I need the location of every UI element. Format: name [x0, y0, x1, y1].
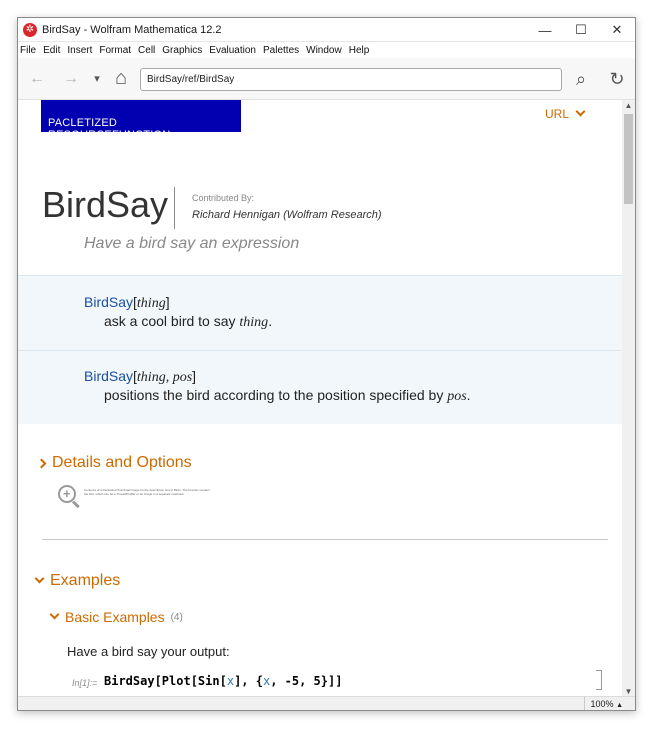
- details-options-toggle[interactable]: [38, 454, 192, 472]
- usage-description: positions the bird according to the position specified by pos.: [104, 387, 471, 404]
- menu-file[interactable]: File: [20, 44, 37, 56]
- mathematica-logo-icon: ✲: [23, 23, 37, 37]
- refresh-icon[interactable]: ↻: [609, 68, 625, 89]
- history-dropdown-icon[interactable]: ▾: [94, 73, 100, 85]
- basic-examples-toggle[interactable]: [51, 609, 183, 625]
- window-title: BirdSay - Wolfram Mathematica 12.2: [42, 23, 222, 36]
- input-code[interactable]: BirdSay[Plot[Sin[x], {x, -5, 5}]]: [104, 674, 343, 688]
- status-bar: [18, 696, 636, 710]
- menu-palettes[interactable]: Palettes: [263, 44, 300, 56]
- scroll-up-icon[interactable]: ▲: [624, 101, 633, 110]
- function-link[interactable]: BirdSay: [84, 294, 134, 310]
- back-arrow-icon[interactable]: ←: [29, 69, 45, 87]
- zoom-in-icon: +: [58, 485, 76, 503]
- chevron-down-icon: [50, 609, 60, 619]
- menu-help[interactable]: Help: [348, 44, 370, 56]
- contributor-name: Richard Hennigan (Wolfram Research): [192, 209, 382, 221]
- title-divider: [174, 187, 175, 229]
- details-thumbnail[interactable]: [58, 485, 218, 507]
- close-button[interactable]: ✕: [611, 22, 623, 37]
- basic-examples-heading: Basic Examples: [65, 609, 165, 625]
- cell-bracket[interactable]: [596, 670, 602, 690]
- zoom-menu[interactable]: [591, 697, 623, 711]
- menu-insert[interactable]: Insert: [67, 44, 93, 56]
- usage-block: [18, 350, 623, 424]
- page-title: BirdSay: [42, 184, 169, 225]
- usage-description: ask a cool bird to say thing.: [104, 313, 273, 330]
- chevron-right-icon: [37, 458, 47, 468]
- scrollbar-thumb[interactable]: [624, 114, 633, 204]
- resource-type-banner: PACLETIZED RESOURCEFUNCTION: [41, 100, 241, 132]
- scroll-down-icon[interactable]: ▼: [624, 687, 633, 696]
- function-subtitle: Have a bird say an expression: [84, 235, 300, 252]
- forward-arrow-icon[interactable]: →: [63, 69, 79, 87]
- minimize-button[interactable]: —: [538, 22, 552, 38]
- documentation-page: [18, 100, 623, 698]
- details-heading: Details and Options: [52, 454, 192, 471]
- contributed-by-label: Contributed By:: [192, 193, 255, 203]
- menu-evaluation[interactable]: Evaluation: [209, 44, 256, 56]
- examples-heading: Examples: [50, 572, 121, 589]
- input-label: In[1]:=: [72, 678, 98, 688]
- zoom-up-icon: ▲: [616, 702, 623, 709]
- menu-edit[interactable]: Edit: [43, 44, 61, 56]
- function-link[interactable]: BirdSay: [84, 368, 134, 384]
- menu-window[interactable]: Window: [306, 44, 342, 56]
- vertical-scrollbar[interactable]: [622, 100, 635, 698]
- title-bar[interactable]: [18, 18, 635, 42]
- url-label: URL: [545, 107, 570, 121]
- url-dropdown[interactable]: [545, 107, 584, 121]
- address-input[interactable]: BirdSay/ref/BirdSay: [140, 68, 562, 91]
- chevron-down-icon: [35, 573, 45, 583]
- menu-graphics[interactable]: Graphics: [162, 44, 203, 56]
- navigation-bar: [18, 58, 635, 100]
- mathematica-window: [17, 17, 636, 711]
- home-icon[interactable]: ⌂: [114, 67, 128, 89]
- section-divider: [42, 539, 608, 540]
- usage-block: [18, 275, 623, 350]
- usage-signature: BirdSay[thing]: [84, 294, 170, 311]
- examples-toggle[interactable]: [36, 572, 120, 590]
- maximize-button[interactable]: ☐: [575, 22, 587, 37]
- menu-format[interactable]: Format: [99, 44, 132, 56]
- menu-bar: [18, 42, 635, 58]
- chevron-down-icon: [576, 107, 586, 117]
- zoom-level: 100%: [590, 699, 614, 709]
- menu-cell[interactable]: Cell: [138, 44, 156, 56]
- example-text: Have a bird say your output:: [67, 644, 230, 659]
- usage-signature: BirdSay[thing, pos]: [84, 368, 197, 385]
- search-icon[interactable]: ⌕: [575, 68, 587, 89]
- details-snippet: Contents of a Pacletized thumbnail image for the description text of Birds. The function renders the bird, which can be a ThreadProfiler or an Image in a separate notebook.: [84, 488, 210, 496]
- example-count: (4): [170, 611, 183, 623]
